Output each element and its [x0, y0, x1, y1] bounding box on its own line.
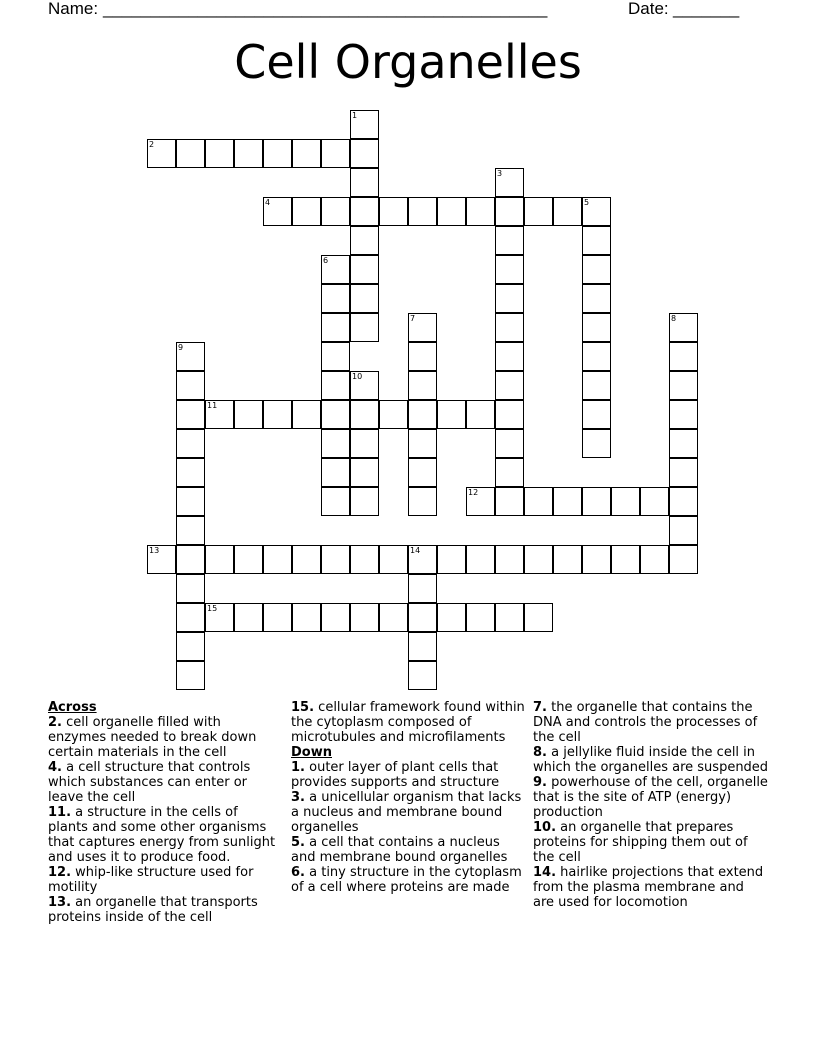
- grid-cell[interactable]: [292, 603, 321, 632]
- clue-across-13: 13. an organelle that transports proteins inside of the cell: [48, 895, 258, 925]
- grid-cell[interactable]: [669, 400, 698, 429]
- grid-cell[interactable]: [234, 139, 263, 168]
- grid-cell[interactable]: [408, 313, 437, 342]
- clue-down-3: 3. a unicellular organism that lacks a nucleus and membrane bound organelles: [291, 790, 522, 835]
- grid-cell[interactable]: [669, 545, 698, 574]
- grid-cell[interactable]: [408, 371, 437, 400]
- clue-across-15: 15. cellular framework found within the cytoplasm composed of microtubules and microfilaments: [291, 700, 525, 745]
- grid-cell[interactable]: [205, 139, 234, 168]
- clue-number: 9: [178, 343, 184, 352]
- clue-number: 11: [207, 401, 218, 410]
- grid-cell[interactable]: [379, 603, 408, 632]
- clue-number: 7: [410, 314, 416, 323]
- page-title: Cell Organelles: [234, 35, 582, 89]
- grid-cell[interactable]: [176, 516, 205, 545]
- grid-cell[interactable]: [495, 487, 524, 516]
- grid-cell[interactable]: [234, 545, 263, 574]
- grid-cell[interactable]: [321, 197, 350, 226]
- date-label: Date:: [628, 0, 669, 18]
- grid-cell[interactable]: [263, 400, 292, 429]
- grid-cell[interactable]: [321, 429, 350, 458]
- grid-cell[interactable]: [495, 545, 524, 574]
- grid-cell[interactable]: [176, 487, 205, 516]
- grid-cell[interactable]: [350, 487, 379, 516]
- grid-cell[interactable]: [495, 458, 524, 487]
- grid-cell[interactable]: [321, 400, 350, 429]
- grid-cell[interactable]: [321, 545, 350, 574]
- grid-cell[interactable]: [176, 574, 205, 603]
- grid-cell[interactable]: [669, 487, 698, 516]
- grid-cell[interactable]: [321, 371, 350, 400]
- grid-cell[interactable]: [350, 139, 379, 168]
- clue-number: 3: [497, 169, 503, 178]
- clue-number: 1: [352, 111, 358, 120]
- grid-cell[interactable]: [582, 487, 611, 516]
- clue-down-10: 10. an organelle that prepares proteins for shipping them out of the cell: [533, 820, 748, 865]
- clue-down-6: 6. a tiny structure in the cytoplasm of a cell where proteins are made: [291, 865, 522, 895]
- clue-down-1: 1. outer layer of plant cells that provides supports and structure: [291, 760, 500, 790]
- clue-number: 2: [149, 140, 155, 149]
- grid-cell[interactable]: [408, 458, 437, 487]
- grid-cell[interactable]: [669, 458, 698, 487]
- clue-number: 5: [584, 198, 590, 207]
- grid-cell[interactable]: [466, 545, 495, 574]
- grid-cell[interactable]: [524, 603, 553, 632]
- grid-cell[interactable]: [321, 342, 350, 371]
- grid-cell[interactable]: [263, 197, 292, 226]
- clues-column-2: [291, 700, 527, 895]
- grid-cell[interactable]: [321, 313, 350, 342]
- grid-cell[interactable]: [292, 545, 321, 574]
- clue-across-11: 11. a structure in the cells of plants and some other organisms that captures energy from sunlight and uses it to produce food.: [48, 805, 276, 865]
- grid-cell[interactable]: [176, 400, 205, 429]
- grid-cell[interactable]: [176, 661, 205, 690]
- down-heading: Down: [291, 745, 332, 760]
- grid-cell[interactable]: [582, 226, 611, 255]
- name-field[interactable]: _______________________________________________: [103, 0, 548, 18]
- grid-cell[interactable]: [408, 545, 437, 574]
- grid-cell[interactable]: [495, 603, 524, 632]
- clue-down-8: 8. a jellylike fluid inside the cell in which the organelles are suspended: [533, 745, 769, 775]
- clues-column-3: [533, 700, 769, 910]
- clue-down-9: 9. powerhouse of the cell, organelle that is the site of ATP (energy) production: [533, 775, 768, 820]
- grid-cell[interactable]: [408, 603, 437, 632]
- clue-number: 12: [468, 488, 479, 497]
- grid-cell[interactable]: [321, 603, 350, 632]
- grid-cell[interactable]: [350, 110, 379, 139]
- grid-cell[interactable]: [408, 661, 437, 690]
- grid-cell[interactable]: [379, 197, 408, 226]
- grid-cell[interactable]: [582, 255, 611, 284]
- grid-cell[interactable]: [234, 400, 263, 429]
- grid-cell[interactable]: [292, 139, 321, 168]
- grid-cell[interactable]: [350, 458, 379, 487]
- grid-cell[interactable]: [524, 545, 553, 574]
- grid-cell[interactable]: [350, 255, 379, 284]
- clue-number: 14: [410, 546, 421, 555]
- grid-cell[interactable]: [147, 545, 176, 574]
- clue-down-14: 14. hairlike projections that extend from the plasma membrane and are used for locomotion: [533, 865, 764, 910]
- grid-cell[interactable]: [553, 545, 582, 574]
- clue-number: 10: [352, 372, 363, 381]
- grid-cell[interactable]: [437, 545, 466, 574]
- grid-cell[interactable]: [524, 197, 553, 226]
- grid-cell[interactable]: [408, 197, 437, 226]
- grid-cell[interactable]: [495, 197, 524, 226]
- grid-cell[interactable]: [350, 371, 379, 400]
- grid-cell[interactable]: [495, 371, 524, 400]
- grid-cell[interactable]: [466, 197, 495, 226]
- clue-across-12: 12. whip-like structure used for motility: [48, 865, 254, 895]
- grid-cell[interactable]: [321, 487, 350, 516]
- grid-cell[interactable]: [350, 429, 379, 458]
- grid-cell[interactable]: [466, 603, 495, 632]
- grid-cell[interactable]: [553, 487, 582, 516]
- grid-cell[interactable]: [205, 400, 234, 429]
- grid-cell[interactable]: [350, 226, 379, 255]
- grid-cell[interactable]: [408, 487, 437, 516]
- grid-cell[interactable]: [582, 284, 611, 313]
- clue-across-4: 4. a cell structure that controls which substances can enter or leave the cell: [48, 760, 251, 805]
- grid-cell[interactable]: [176, 458, 205, 487]
- clue-number: 4: [265, 198, 271, 207]
- clue-across-2: 2. cell organelle filled with enzymes needed to break down certain materials in the cell: [48, 715, 257, 760]
- grid-cell[interactable]: [553, 197, 582, 226]
- name-label: Name:: [48, 0, 99, 18]
- grid-cell[interactable]: [495, 400, 524, 429]
- grid-cell[interactable]: [263, 545, 292, 574]
- grid-cell[interactable]: [669, 313, 698, 342]
- grid-cell[interactable]: [263, 139, 292, 168]
- grid-cell[interactable]: [582, 313, 611, 342]
- grid-cell[interactable]: [350, 400, 379, 429]
- grid-cell[interactable]: [582, 429, 611, 458]
- grid-cell[interactable]: [176, 371, 205, 400]
- grid-cell[interactable]: [379, 545, 408, 574]
- grid-cell[interactable]: [176, 545, 205, 574]
- clue-number: 15: [207, 604, 218, 613]
- grid-cell[interactable]: [466, 487, 495, 516]
- grid-cell[interactable]: [408, 400, 437, 429]
- grid-cell[interactable]: [350, 603, 379, 632]
- grid-cell[interactable]: [669, 342, 698, 371]
- grid-cell[interactable]: [408, 429, 437, 458]
- grid-cell[interactable]: [437, 400, 466, 429]
- grid-cell[interactable]: [350, 197, 379, 226]
- grid-cell[interactable]: [176, 139, 205, 168]
- grid-cell[interactable]: [408, 574, 437, 603]
- grid-cell[interactable]: [321, 255, 350, 284]
- grid-cell[interactable]: [176, 342, 205, 371]
- grid-cell[interactable]: [524, 487, 553, 516]
- grid-cell[interactable]: [176, 603, 205, 632]
- clue-down-5: 5. a cell that contains a nucleus and membrane bound organelles: [291, 835, 508, 865]
- grid-cell[interactable]: [437, 603, 466, 632]
- grid-cell[interactable]: [495, 342, 524, 371]
- clue-number: 6: [323, 256, 329, 265]
- grid-cell[interactable]: [495, 255, 524, 284]
- grid-cell[interactable]: [350, 545, 379, 574]
- grid-cell[interactable]: [495, 168, 524, 197]
- grid-cell[interactable]: [292, 400, 321, 429]
- grid-cell[interactable]: [582, 197, 611, 226]
- grid-cell[interactable]: [582, 400, 611, 429]
- grid-cell[interactable]: [495, 429, 524, 458]
- grid-cell[interactable]: [669, 429, 698, 458]
- grid-cell[interactable]: [321, 284, 350, 313]
- grid-cell[interactable]: [205, 545, 234, 574]
- clue-down-7: 7. the organelle that contains the DNA and controls the processes of the cell: [533, 700, 758, 745]
- grid-cell[interactable]: [408, 342, 437, 371]
- grid-cell[interactable]: [495, 226, 524, 255]
- grid-cell[interactable]: [495, 284, 524, 313]
- clue-number: 8: [671, 314, 677, 323]
- clues-column-1: [48, 700, 276, 925]
- grid-cell[interactable]: [350, 313, 379, 342]
- grid-cell[interactable]: [176, 429, 205, 458]
- grid-cell[interactable]: [640, 545, 669, 574]
- grid-cell[interactable]: [350, 168, 379, 197]
- grid-cell[interactable]: [176, 632, 205, 661]
- grid-cell[interactable]: [147, 139, 176, 168]
- grid-cell[interactable]: [611, 545, 640, 574]
- date-field[interactable]: _______: [673, 0, 740, 18]
- grid-cell[interactable]: [669, 371, 698, 400]
- grid-cell[interactable]: [582, 371, 611, 400]
- grid-cell[interactable]: [582, 342, 611, 371]
- grid-cell[interactable]: [582, 545, 611, 574]
- grid-cell[interactable]: [321, 139, 350, 168]
- grid-cell[interactable]: [263, 603, 292, 632]
- across-heading: Across: [48, 700, 97, 715]
- grid-cell[interactable]: [437, 197, 466, 226]
- grid-cell[interactable]: [408, 632, 437, 661]
- grid-cell[interactable]: [350, 284, 379, 313]
- grid-cell[interactable]: [640, 487, 669, 516]
- grid-cell[interactable]: [205, 603, 234, 632]
- grid-cell[interactable]: [292, 197, 321, 226]
- grid-cell[interactable]: [234, 603, 263, 632]
- grid-cell[interactable]: [669, 516, 698, 545]
- grid-cell[interactable]: [466, 400, 495, 429]
- grid-cell[interactable]: [321, 458, 350, 487]
- grid-cell[interactable]: [611, 487, 640, 516]
- clue-number: 13: [149, 546, 160, 555]
- grid-cell[interactable]: [495, 313, 524, 342]
- grid-cell[interactable]: [379, 400, 408, 429]
